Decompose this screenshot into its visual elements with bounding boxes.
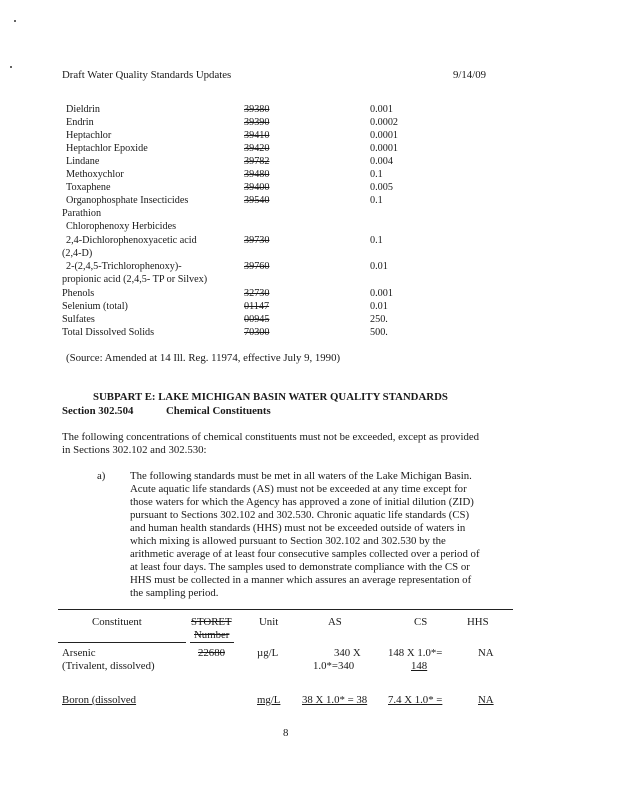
table-row-value: 250.: [370, 314, 388, 325]
col-header-unit: Unit: [259, 616, 279, 628]
table-row-storet: 39420: [244, 143, 270, 154]
subpart-heading: SUBPART E: LAKE MICHIGAN BASIN WATER QUALITY STANDARDS: [93, 391, 448, 403]
item-a-line: the sampling period.: [130, 587, 219, 599]
table-row-value: 0.1: [370, 169, 383, 180]
table-row-storet: 39400: [244, 182, 270, 193]
boron-name: Boron (dissolved: [62, 694, 137, 706]
table-row-storet: 39540: [244, 195, 270, 206]
item-a-line: at least four days. The samples used to demonstrate compliance with the CS or: [130, 561, 470, 573]
table-row-name: Toxaphene: [66, 182, 111, 193]
arsenic-name: Arsenic: [62, 647, 96, 659]
col-header-storet: STORET: [191, 616, 232, 628]
intro-line: in Sections 302.102 and 302.530:: [62, 444, 207, 456]
item-a-line: and human health standards (HHS) must not be exceeded outside of waters in: [130, 522, 466, 534]
arsenic-as-result: 1.0*=340: [313, 660, 355, 672]
item-a-line: HHS must be collected in a manner which assures an average representation of: [130, 574, 472, 586]
table-row-value: 0.0001: [370, 130, 399, 141]
arsenic-storet: 22680: [198, 647, 225, 659]
table-row-storet: 39760: [244, 261, 270, 272]
table-row-storet: 39390: [244, 117, 270, 128]
item-a-line: pursuant to Sections 302.102 and 302.530. Chronic aquatic life standards (CS): [130, 509, 470, 521]
item-a-line: The following standards must be met in all waters of the Lake Michigan Basin.: [130, 470, 472, 482]
table-row-name: Phenols: [62, 288, 95, 299]
page-number: 8: [283, 727, 289, 739]
section-title: Chemical Constituents: [166, 405, 271, 417]
table-row-value: 0.004: [370, 156, 393, 167]
table-row-storet: 32730: [244, 288, 270, 299]
arsenic-as: 340 X: [334, 647, 361, 659]
intro-line: The following concentrations of chemical constituents must not be exceeded, except as provided: [62, 431, 480, 443]
arsenic-cs-result: 148: [411, 660, 428, 672]
table-row-storet: 39782: [244, 156, 270, 167]
item-a-line: arithmetic average of at least four consecutive samples collected over a period of: [130, 548, 480, 560]
table-row-name: 2,4-Dichlorophenoxyacetic acid: [66, 235, 197, 246]
table-row-storet: 39410: [244, 130, 270, 141]
col-header-constituent: Constituent: [92, 616, 142, 628]
arsenic-cs: 148 X 1.0*=: [388, 647, 443, 659]
table-row-value: 0.01: [370, 301, 388, 312]
col-header-cs: CS: [414, 616, 428, 628]
header-rule: [58, 642, 186, 643]
header-rule: [190, 642, 234, 643]
arsenic-hhs: NA: [478, 647, 494, 659]
table-row-value: 0.1: [370, 195, 383, 206]
item-a-line: those waters for which the Agency has approved a zone of initial dilution (ZID): [130, 496, 474, 508]
table-row-name: Parathion: [62, 208, 102, 219]
table-top-rule: [58, 609, 513, 610]
boron-hhs: NA: [478, 694, 494, 706]
table-row-name: (2,4-D): [62, 248, 93, 259]
table-row-name: Chlorophenoxy Herbicides: [66, 221, 177, 232]
table-row-value: 0.001: [370, 104, 393, 115]
table-row-name: Lindane: [66, 156, 100, 167]
table-row-value: 0.005: [370, 182, 393, 193]
table-row-value: 0.0002: [370, 117, 399, 128]
table-row-name: Total Dissolved Solids: [62, 327, 155, 338]
scan-speck: [10, 66, 12, 68]
table-row-value: 500.: [370, 327, 388, 338]
table-row-value: 0.1: [370, 235, 383, 246]
scan-speck: [14, 20, 16, 22]
table-row-storet: 01147: [244, 301, 270, 312]
table-row-name: Organophosphate Insecticides: [66, 195, 189, 206]
boron-cs: 7.4 X 1.0* =: [388, 694, 443, 706]
table-row-name: Sulfates: [62, 314, 95, 325]
col-header-storet-number: Number: [194, 629, 230, 641]
arsenic-unit: µg/L: [257, 647, 279, 659]
item-a-line: Acute aquatic life standards (AS) must not be exceeded at any time except for: [130, 483, 467, 495]
table-row-name: Endrin: [66, 117, 94, 128]
table-row-name: Selenium (total): [62, 301, 128, 312]
col-header-as: AS: [328, 616, 342, 628]
section-number: Section 302.504: [62, 405, 134, 417]
table-row-name: Dieldrin: [66, 104, 100, 115]
running-header-title: Draft Water Quality Standards Updates: [62, 69, 232, 81]
arsenic-form: (Trivalent, dissolved): [62, 660, 155, 672]
table-row-storet: 39380: [244, 104, 270, 115]
item-a-label: a): [97, 470, 106, 482]
table-row-value: 0.01: [370, 261, 388, 272]
table-row-name: Heptachlor: [66, 130, 112, 141]
table-row-storet: 39480: [244, 169, 270, 180]
table-row-storet: 39730: [244, 235, 270, 246]
boron-unit: mg/L: [257, 694, 281, 706]
table-row-value: 0.001: [370, 288, 393, 299]
table-row-storet: 70300: [244, 327, 270, 338]
table-row-name: 2-(2,4,5-Trichlorophenoxy)-: [66, 261, 182, 272]
table-row-name: Methoxychlor: [66, 169, 124, 180]
item-a-line: which mixing is allowed pursuant to Section 302.102 and 302.530 by the: [130, 535, 446, 547]
table-row-name: Heptachlor Epoxide: [66, 143, 148, 154]
table-row-value: 0.0001: [370, 143, 399, 154]
table-row-storet: 00945: [244, 314, 270, 325]
source-note: (Source: Amended at 14 Ill. Reg. 11974, effective July 9, 1990): [66, 352, 341, 364]
boron-as: 38 X 1.0* = 38: [302, 694, 368, 706]
col-header-hhs: HHS: [467, 616, 489, 628]
table-row-name: propionic acid (2,4,5- TP or Silvex): [62, 274, 208, 285]
running-header-date: 9/14/09: [453, 69, 486, 81]
